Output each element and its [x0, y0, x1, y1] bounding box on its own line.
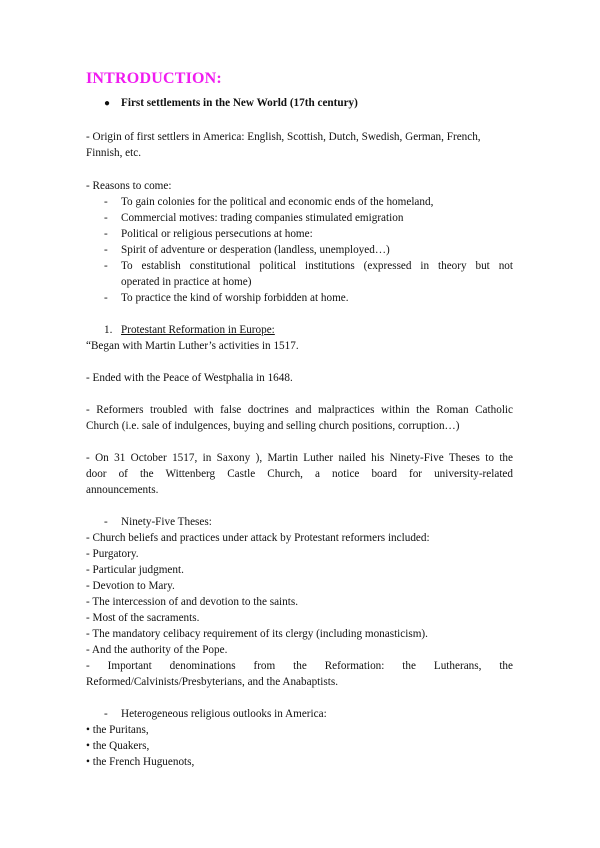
dash-marker: -: [104, 260, 108, 272]
paragraph: Church (i.e. sale of indulgences, buying and selling church positions, corruption…): [86, 420, 460, 432]
list-item: - And the authority of the Pope.: [86, 644, 228, 656]
list-item: To gain colonies for the political and economic ends of the homeland,: [121, 196, 434, 208]
list-item: - Most of the sacraments.: [86, 612, 200, 624]
paragraph: Reformed/Calvinists/Presbyterians, and the Anabaptists.: [86, 676, 338, 688]
paragraph: - Ended with the Peace of Westphalia in 1648.: [86, 372, 293, 384]
section-heading: First settlements in the New World (17th century): [121, 97, 358, 109]
list-item: - Particular judgment.: [86, 564, 184, 576]
list-item: To practice the kind of worship forbidden at home.: [121, 292, 349, 304]
list-item: - The mandatory celibacy requirement of its clergy (including monasticism).: [86, 628, 428, 640]
dash-marker: -: [104, 196, 108, 208]
list-item: Commercial motives: trading companies stimulated emigration: [121, 212, 404, 224]
numbered-item-number: 1.: [104, 324, 113, 336]
origin-line: - Origin of first settlers in America: English, Scottish, Dutch, Swedish, German, French,: [86, 131, 481, 143]
outlooks-heading: Heterogeneous religious outlooks in America:: [121, 708, 327, 720]
origin-line: Finnish, etc.: [86, 147, 142, 159]
dash-marker: -: [104, 708, 108, 720]
list-item: • the Puritans,: [86, 724, 149, 736]
bullet-icon: ●: [104, 98, 111, 109]
list-item: - Devotion to Mary.: [86, 580, 175, 592]
list-item: - Purgatory.: [86, 548, 139, 560]
paragraph: door of the Wittenberg Castle Church, a notice board for university-related: [86, 468, 513, 480]
page-title: INTRODUCTION:: [86, 70, 222, 87]
list-item-continuation: operated in practice at home): [121, 276, 252, 288]
paragraph: - Important denominations from the Reformation: the Lutherans, the: [86, 660, 513, 672]
dash-marker: -: [104, 244, 108, 256]
list-item: • the French Huguenots,: [86, 756, 195, 768]
theses-heading: Ninety-Five Theses:: [121, 516, 212, 528]
list-item: • the Quakers,: [86, 740, 150, 752]
dash-marker: -: [104, 292, 108, 304]
list-item: Political or religious persecutions at home:: [121, 228, 313, 240]
dash-marker: -: [104, 228, 108, 240]
paragraph: - On 31 October 1517, in Saxony ), Martin Luther nailed his Ninety-Five Theses to the: [86, 452, 513, 464]
list-item: - Church beliefs and practices under attack by Protestant reformers included:: [86, 532, 430, 544]
list-item: Spirit of adventure or desperation (landless, unemployed…): [121, 244, 390, 256]
paragraph: - Reformers troubled with false doctrines and malpractices within the Roman Catholic: [86, 404, 513, 416]
numbered-item-label: Protestant Reformation in Europe:: [121, 324, 275, 336]
reasons-heading: - Reasons to come:: [86, 180, 172, 192]
list-item: To establish constitutional political institutions (expressed in theory but not: [121, 260, 513, 272]
list-item: - The intercession of and devotion to the saints.: [86, 596, 298, 608]
paragraph: “Began with Martin Luther’s activities in 1517.: [86, 340, 299, 352]
dash-marker: -: [104, 212, 108, 224]
paragraph: announcements.: [86, 484, 159, 496]
dash-marker: -: [104, 516, 108, 528]
